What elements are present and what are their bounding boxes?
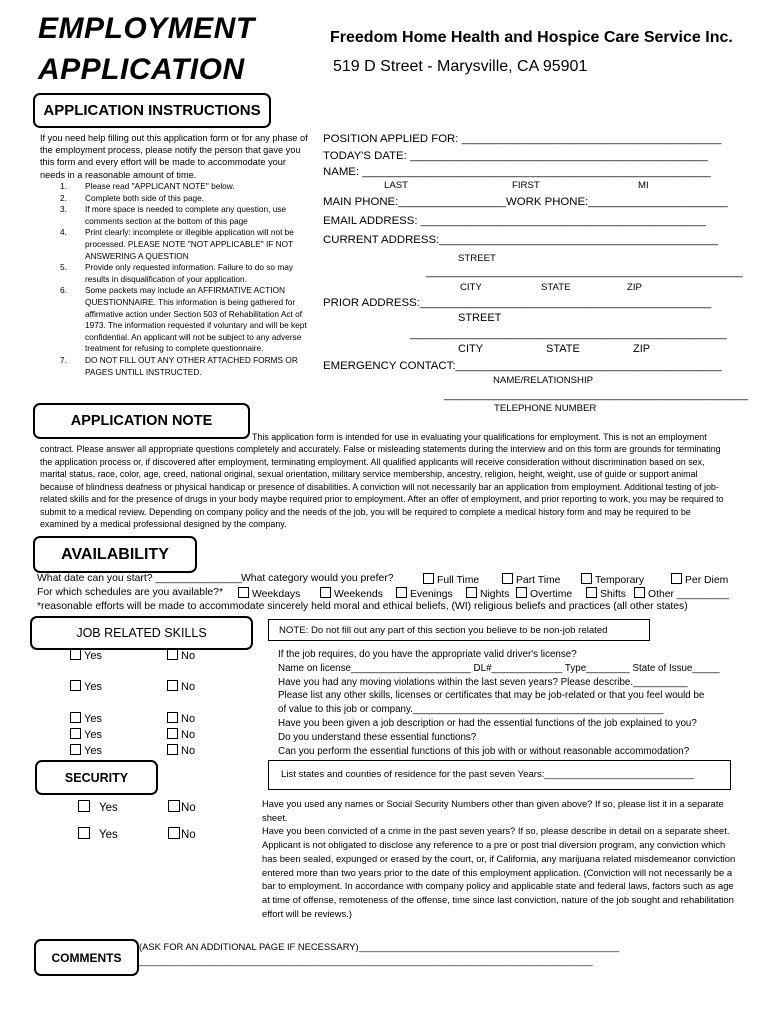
checkbox[interactable]: [320, 587, 331, 598]
evenings-option[interactable]: Evenings: [396, 587, 453, 600]
full-time-option[interactable]: Full Time: [423, 573, 479, 586]
telephone-label: TELEPHONE NUMBER: [494, 403, 597, 414]
prior-city-label: CITY: [458, 343, 484, 355]
checkbox[interactable]: [423, 573, 434, 584]
skills-questions: [278, 648, 720, 758]
title-line-1: EMPLOYMENT: [38, 12, 255, 45]
prior-address-field[interactable]: PRIOR ADDRESS:______________________________________________: [323, 297, 712, 309]
q5-no[interactable]: No: [167, 728, 195, 741]
emergency-contact-field[interactable]: EMERGENCY CONTACT:__________________________________________: [323, 360, 722, 372]
comments-heading: COMMENTS: [34, 939, 139, 976]
checkbox[interactable]: [671, 573, 682, 584]
q1-yes[interactable]: Yes: [70, 649, 102, 662]
security-q2-no[interactable]: No: [168, 827, 196, 841]
list-item: 4. Print clearly: incomplete or illegible application will not be processed. PLEASE NOTE "NOT APPLICABLE" IF NOT ANSWERING A QUESTION: [60, 227, 294, 261]
checkbox[interactable]: [167, 744, 178, 755]
q1-no[interactable]: No: [167, 649, 195, 662]
checkbox[interactable]: [70, 712, 81, 723]
note-first-line: This application form is intended for use in evaluating your qualifications for employment. This is not an employment: [252, 432, 707, 442]
checkbox[interactable]: [466, 587, 477, 598]
question-other-skills-line[interactable]: of value to this job or company.______________________________________________: [278, 704, 664, 716]
checkbox[interactable]: [167, 680, 178, 691]
name-relationship-label: NAME/RELATIONSHIP: [493, 375, 594, 386]
company-address: 519 D Street - Marysville, CA 95901: [333, 58, 588, 75]
list-item: 3. If more space is needed to complete any question, use comments section at the bottom of this page: [60, 204, 287, 226]
per-diem-option[interactable]: Per Diem: [671, 573, 728, 586]
telephone-field[interactable]: ________________________________________________: [444, 389, 749, 401]
email-field[interactable]: EMAIL ADDRESS: _____________________________________________: [323, 215, 706, 227]
weekends-option[interactable]: Weekends: [320, 587, 383, 600]
checkbox[interactable]: [70, 680, 81, 691]
name-first-label: FIRST: [512, 180, 540, 191]
residence-field[interactable]: List states and counties of residence for the past seven Years:____________________________: [268, 760, 731, 790]
prior-street-label: STREET: [458, 312, 502, 324]
q6-yes[interactable]: Yes: [70, 744, 102, 757]
category-label: What category would you prefer?: [241, 573, 394, 584]
checkbox[interactable]: [581, 573, 592, 584]
current-city-label: CITY: [460, 282, 482, 293]
start-date-field[interactable]: What date can you start? _______________: [37, 573, 243, 584]
prior-state-label: STATE: [546, 343, 580, 355]
overtime-option[interactable]: Overtime: [516, 587, 572, 600]
question-license-details[interactable]: Name on license______________________ DL#_____________ Type________ State of Issue_____: [278, 662, 720, 674]
date-field[interactable]: TODAY'S DATE: _______________________________________________: [323, 150, 708, 162]
checkbox[interactable]: [238, 587, 249, 598]
list-item: 7. DO NOT FILL OUT ANY OTHER ATTACHED FORMS OR PAGES UNTILL INSTRUCTED.: [60, 354, 298, 377]
shifts-option[interactable]: Shifts: [586, 587, 626, 600]
availability-heading: AVAILABILITY: [33, 536, 197, 573]
checkbox[interactable]: [167, 728, 178, 739]
list-item: 2. Complete both side of this page.: [60, 192, 204, 203]
checkbox[interactable]: [396, 587, 407, 598]
security-q2-yes[interactable]: Yes: [78, 827, 118, 841]
question-violations[interactable]: Have you had any moving violations within the last seven years? Please describe.__________: [278, 676, 688, 688]
checkbox[interactable]: [70, 649, 81, 660]
instructions-heading: APPLICATION INSTRUCTIONS: [33, 93, 271, 128]
question-other-names: Have you used any names or Social Security Numbers other than given above? If so, please list it in a separate sheet.: [262, 798, 724, 823]
checkbox[interactable]: [78, 827, 90, 839]
question-license: If the job requires, do you have the appropriate valid driver's license?: [278, 649, 577, 660]
instructions-list: [60, 181, 312, 378]
q2-no[interactable]: No: [167, 680, 195, 693]
instructions-intro: If you need help filling out this application form or for any phase of the employment process, please notify the person that gave you this form and every effort will be made to accommodate your needs in a reasonable amount of time.: [40, 133, 308, 180]
question-perform: Can you perform the essential functions of this job with or without reasonable accommodation?: [278, 745, 690, 757]
skills-heading: JOB RELATED SKILLS: [30, 616, 253, 650]
checkbox[interactable]: [168, 827, 180, 839]
part-time-option[interactable]: Part Time: [502, 573, 560, 586]
checkbox[interactable]: [167, 712, 178, 723]
weekdays-option[interactable]: Weekdays: [238, 587, 300, 600]
checkbox[interactable]: [586, 587, 597, 598]
other-option[interactable]: Other _________: [634, 587, 729, 600]
checkbox[interactable]: [168, 800, 180, 812]
list-item: 6. Some packets may include an AFFIRMATIVE ACTION QUESTIONNAIRE. This information is being gathered for affirmative action under Section 503 of Rehabilitation Act of 1973. The information requested if voluntary and will be kept confidential. An applicant will not be subject to any adverse treatment for refusing to complete questionnaire.: [60, 285, 307, 354]
prior-zip-label: ZIP: [633, 343, 651, 355]
comments-line-2[interactable]: _______________________________________________________________________________________: [139, 955, 593, 966]
question-convictions: Have you been convicted of a crime in the past seven years? If so, please describe in detail on a separate sheet. Applicant is not obligated to disclose any reference to a pre or post trial diversion program, any conviction which has been sealed, expunged or erased by the court, or, if California, any marijuana related misdemeanor conviction entered more than two years prior to the date of this employment application. (Conviction will not necessarily be a bar to employment. In accordance with company policy and applicable state and federal laws, factors such as age at time of offense, remoteness of the offense, time since last conviction, nature of the job sought and rehabilitation effort will be reviews.): [262, 825, 736, 919]
current-address-line-2[interactable]: __________________________________________________: [426, 266, 743, 278]
application-note-heading: APPLICATION NOTE: [33, 403, 250, 439]
checkbox[interactable]: [502, 573, 513, 584]
checkbox[interactable]: [634, 587, 645, 598]
q5-yes[interactable]: Yes: [70, 728, 102, 741]
checkbox[interactable]: [70, 744, 81, 755]
list-item: 5. Provide only requested information. Failure to do so may results in disqualification of your application.: [60, 262, 293, 284]
temporary-option[interactable]: Temporary: [581, 573, 644, 586]
current-address-field[interactable]: CURRENT ADDRESS:____________________________________________: [323, 234, 718, 246]
title-line-2: APPLICATION: [38, 53, 245, 86]
list-item: 1. Please read "APPLICANT NOTE" below.: [60, 181, 235, 191]
question-understand: Do you understand these essential functions?: [278, 731, 477, 743]
comments-line-1[interactable]: (ASK FOR AN ADDITIONAL PAGE IF NECESSARY)__________________________________________________: [139, 941, 620, 952]
question-job-description: Have you been given a job description or had the essential functions of the job explained to you?: [278, 717, 697, 729]
current-street-label: STREET: [458, 253, 496, 264]
q2-yes[interactable]: Yes: [70, 680, 102, 693]
prior-address-line-2[interactable]: __________________________________________________: [410, 328, 727, 340]
security-heading: SECURITY: [35, 760, 158, 795]
nights-option[interactable]: Nights: [466, 587, 509, 600]
company-name: Freedom Home Health and Hospice Care Service Inc.: [330, 29, 733, 46]
position-field[interactable]: POSITION APPLIED FOR: _________________________________________: [323, 133, 722, 145]
checkbox[interactable]: [78, 800, 90, 812]
checkbox[interactable]: [167, 649, 178, 660]
name-field[interactable]: NAME: _______________________________________________________: [323, 166, 711, 178]
phone-fields[interactable]: MAIN PHONE:_________________WORK PHONE:______________________: [323, 196, 728, 208]
q4-no[interactable]: No: [167, 712, 195, 725]
availability-footnote: *reasonable efforts will be made to accommodate sincerely held moral and ethical beliefs, (WI) religious beliefs and practices (all other states): [37, 601, 688, 612]
q4-yes[interactable]: Yes: [70, 712, 102, 725]
name-mi-label: MI: [638, 180, 649, 191]
security-q1-yes[interactable]: Yes: [78, 800, 118, 814]
question-other-skills: Please list any other skills, licenses or certificates that may be job-related or that you feel would be: [278, 690, 705, 702]
schedules-label: For which schedules are you available?*: [37, 587, 223, 598]
checkbox[interactable]: [70, 728, 81, 739]
note-body: contract. Please answer all appropriate questions completely and accurately. False or misleading statements during the interview and on this form are grounds for terminating the application process or, if discovered after employment, terminating employment. All qualified applicants will receive consideration without discrimination based on sex, marital status, race, color, age, creed, national original, sexual orientation, military service membership, ancestry, religion, height, weight, use of guide or support animal because of blindness deafness or physical handicap or presence of disabilities. A conviction will not necessarily bar an application from employment. Additional testing of job-related skills and for the presence of drugs in your body maybe required prior to employment. After an offer of employment, and prior reporting to work, you may be required to submit to a medical review. Depending on company policy and the needs of the job, you will be required to complete a medical history form and may be required to be examined by a medical professional designed by the company.: [40, 444, 724, 529]
security-q1-no[interactable]: No: [168, 800, 196, 814]
current-zip-label: ZIP: [627, 282, 642, 293]
security-questions: [262, 797, 738, 920]
q6-no[interactable]: No: [167, 744, 195, 757]
checkbox[interactable]: [516, 587, 527, 598]
skills-note: NOTE: Do not fill out any part of this section you believe to be non-job related: [268, 619, 650, 641]
name-last-label: LAST: [384, 180, 408, 191]
current-state-label: STATE: [541, 282, 571, 293]
